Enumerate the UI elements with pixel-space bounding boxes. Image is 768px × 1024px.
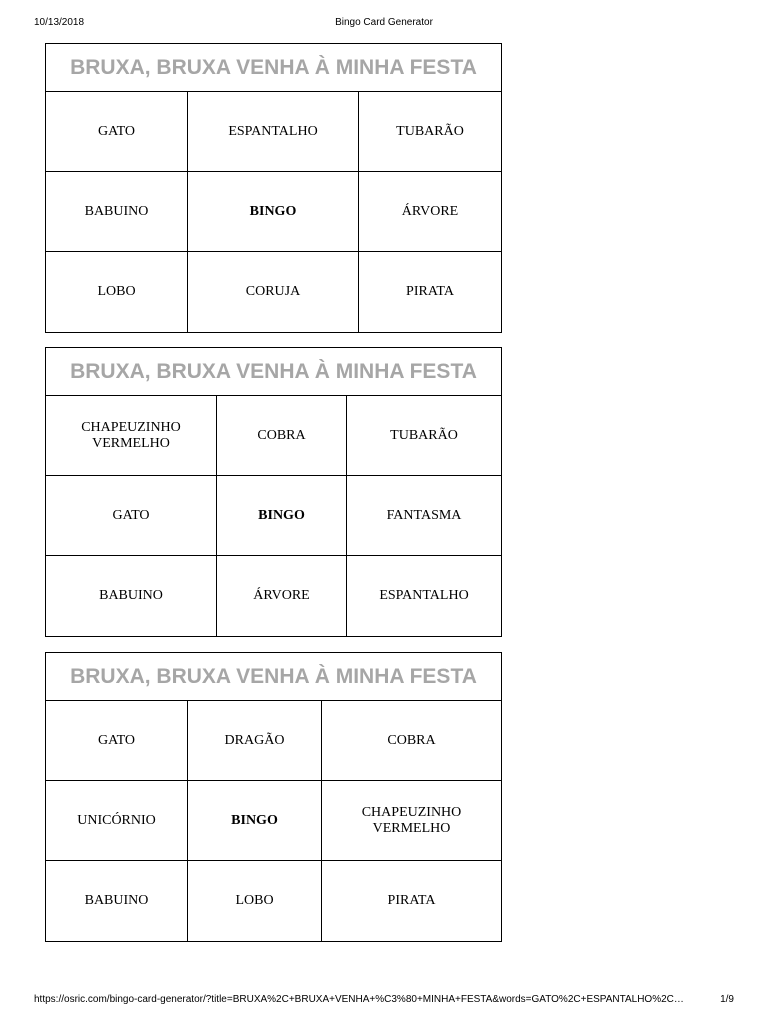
bingo-cell: ÁRVORE [359, 172, 501, 252]
bingo-cell: UNICÓRNIO [46, 781, 188, 861]
bingo-cell: GATO [46, 476, 217, 556]
bingo-cell: LOBO [188, 861, 322, 941]
bingo-cell: FANTASMA [347, 476, 501, 556]
card-title: BRUXA, BRUXA VENHA À MINHA FESTA [46, 44, 501, 92]
page-number: 1/9 [720, 994, 734, 1005]
bingo-cell: GATO [46, 701, 188, 781]
bingo-cell: ESPANTALHO [188, 92, 359, 172]
bingo-card [45, 43, 502, 333]
bingo-cell: TUBARÃO [359, 92, 501, 172]
bingo-cell: LOBO [46, 252, 188, 332]
bingo-free-cell: BINGO [188, 172, 359, 252]
bingo-cell: BABUINO [46, 861, 188, 941]
page-url: https://osric.com/bingo-card-generator/?title=BRUXA%2C+BRUXA+VENHA+%C3%80+MINHA+FESTA&words=GATO%2C+ESPANTALHO%2C… [34, 994, 684, 1005]
bingo-cell: TUBARÃO [347, 396, 501, 476]
bingo-cell: CHAPEUZINHO VERMELHO [46, 396, 217, 476]
print-header-title: Bingo Card Generator [335, 17, 433, 28]
bingo-cell: PIRATA [406, 284, 454, 299]
bingo-cell: COBRA [322, 701, 501, 781]
card-title: BRUXA, BRUXA VENHA À MINHA FESTA [46, 653, 501, 701]
bingo-card [45, 652, 502, 942]
bingo-cell: BABUINO [46, 556, 217, 636]
bingo-cell: COBRA [217, 396, 347, 476]
bingo-free-cell: BINGO [188, 781, 322, 861]
bingo-cell: PIRATA [387, 893, 436, 908]
bingo-cell: CORUJA [188, 252, 359, 332]
bingo-cell: DRAGÃO [188, 701, 322, 781]
bingo-free-cell: BINGO [217, 476, 347, 556]
bingo-cell: BABUINO [46, 172, 188, 252]
card-title: BRUXA, BRUXA VENHA À MINHA FESTA [46, 348, 501, 396]
bingo-cell: CHAPEUZINHO VERMELHO [322, 781, 501, 861]
bingo-card [45, 347, 502, 637]
bingo-cell: ÁRVORE [217, 556, 347, 636]
bingo-cell: ESPANTALHO [379, 588, 469, 603]
bingo-cell: GATO [46, 92, 188, 172]
print-date: 10/13/2018 [34, 17, 85, 28]
